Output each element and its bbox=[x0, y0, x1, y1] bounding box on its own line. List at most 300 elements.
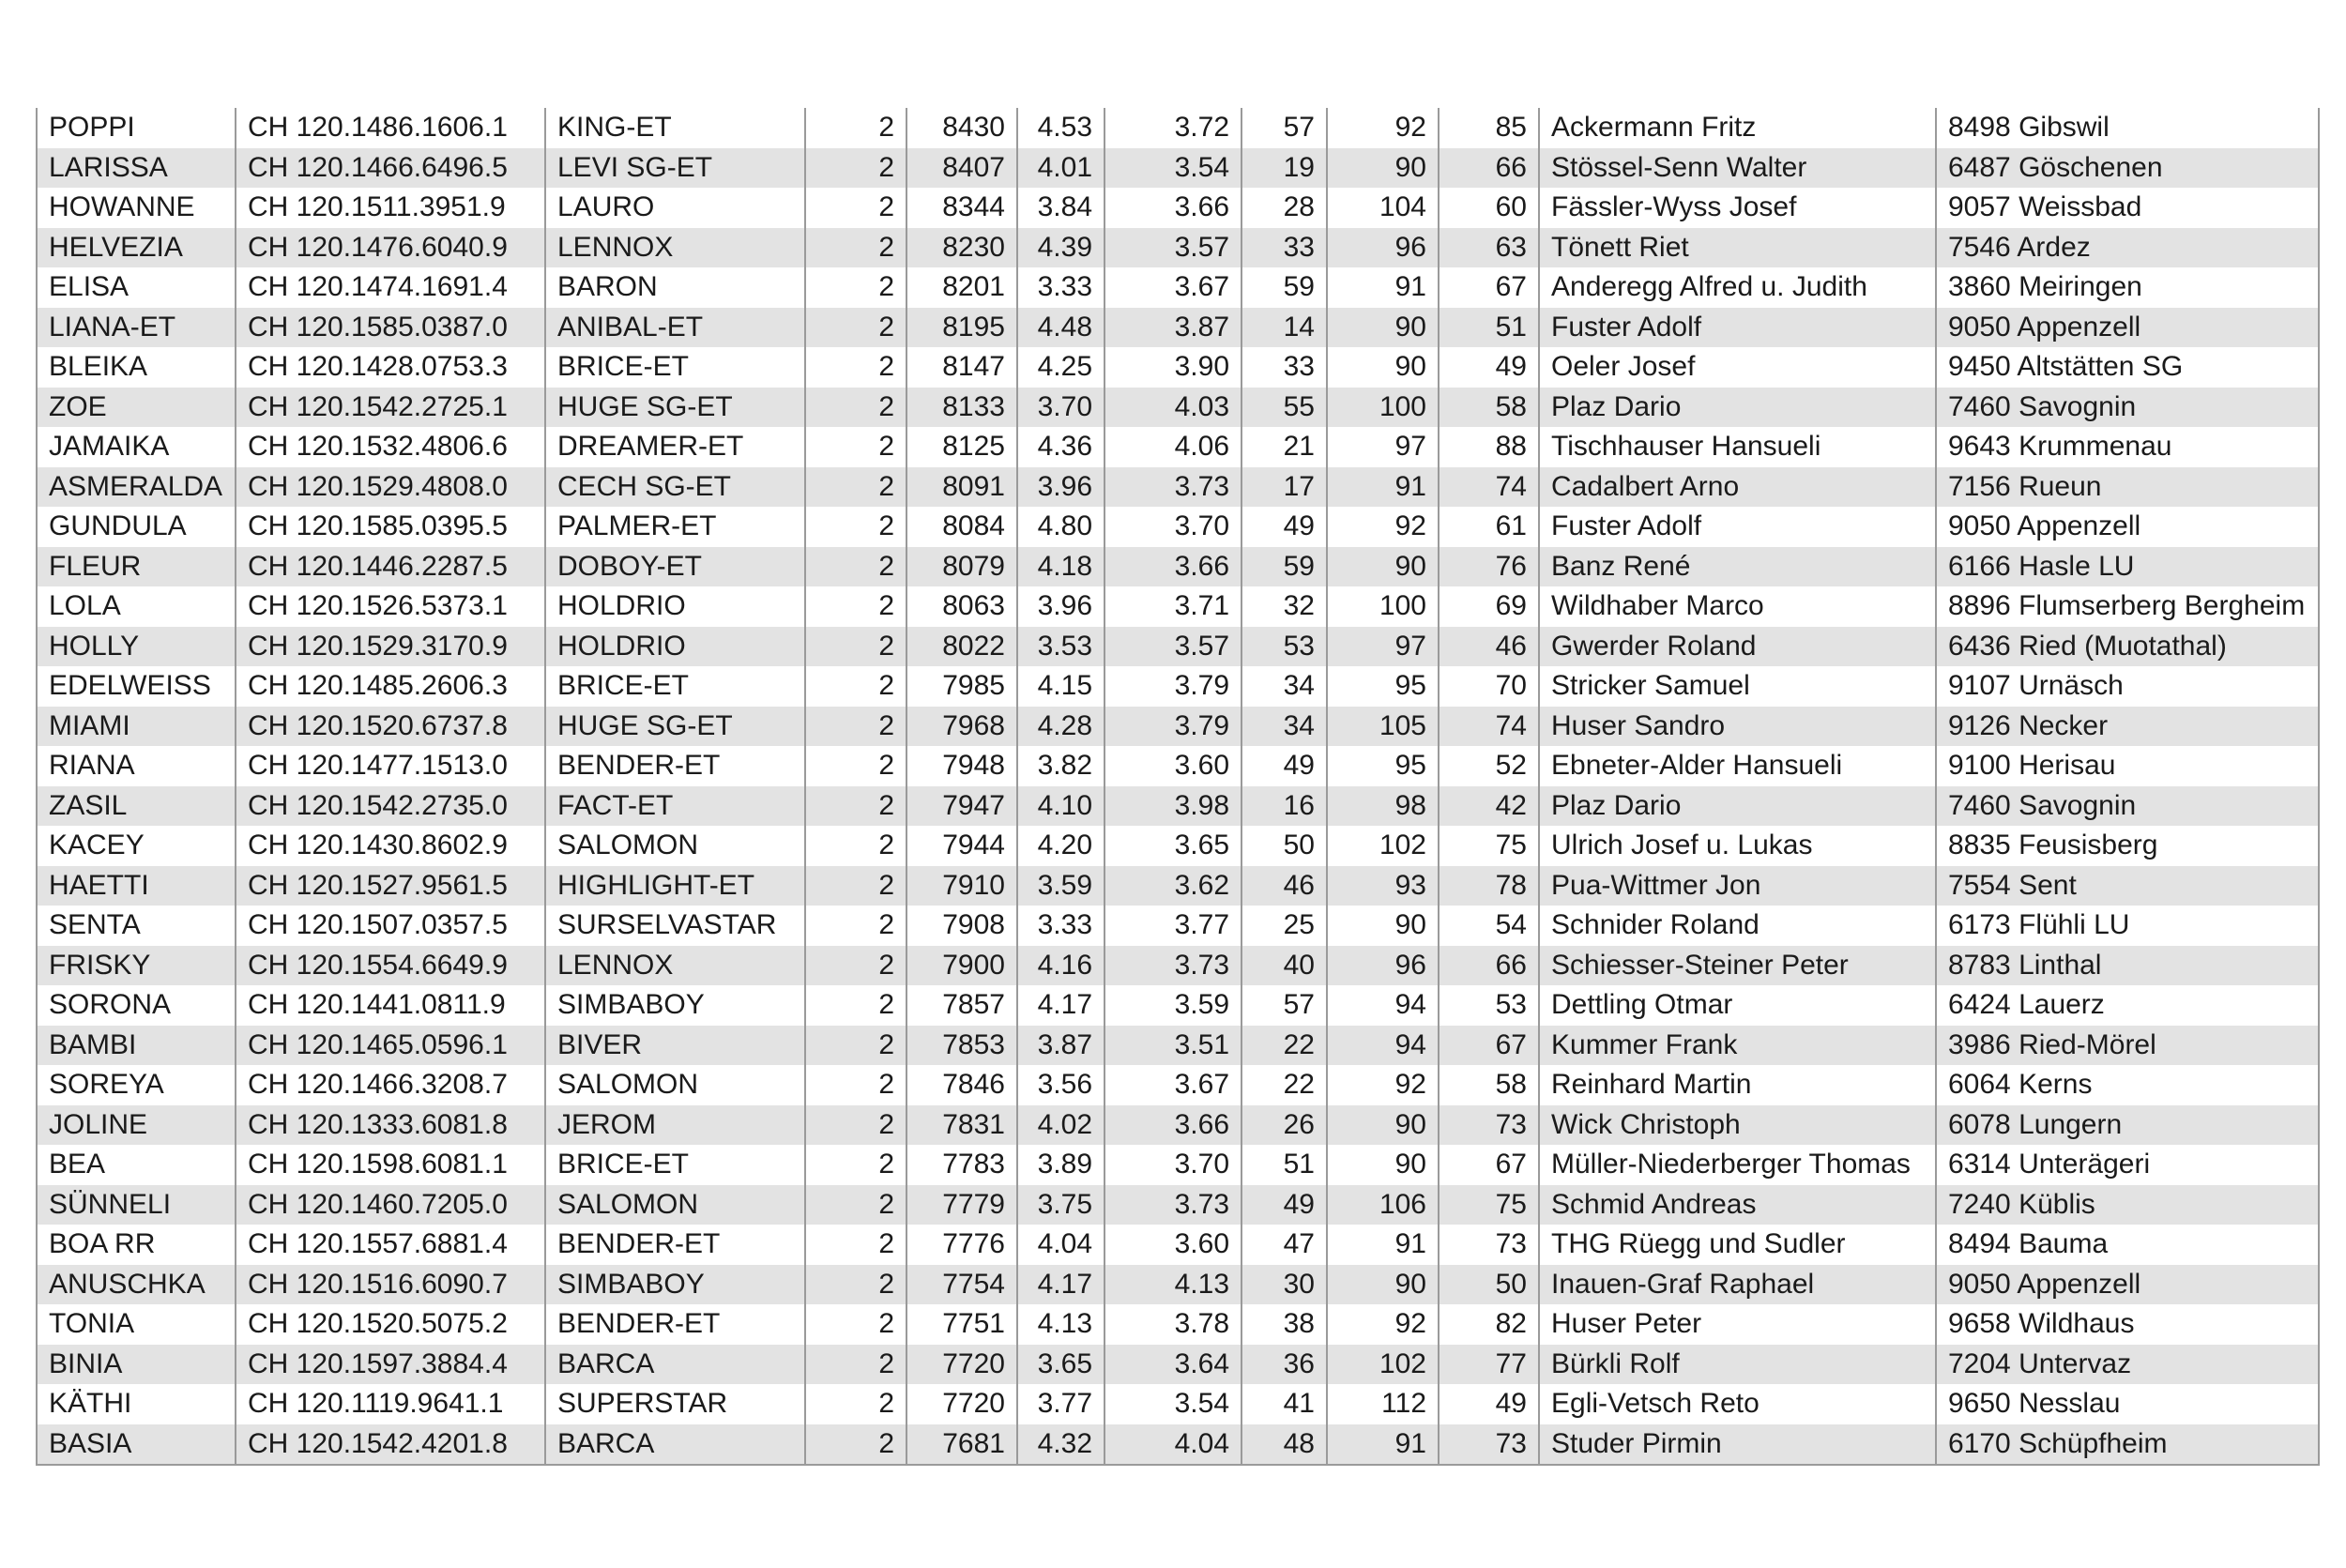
value-d-cell: 38 bbox=[1242, 1304, 1327, 1345]
value-c-cell: 3.90 bbox=[1104, 347, 1242, 388]
value-b-cell: 4.25 bbox=[1017, 347, 1104, 388]
value-a-cell: 8147 bbox=[906, 347, 1017, 388]
value-f-cell: 82 bbox=[1439, 1304, 1539, 1345]
value-e-cell: 91 bbox=[1327, 1225, 1439, 1265]
value-f-cell: 67 bbox=[1439, 267, 1539, 308]
owner-cell: Schmid Andreas bbox=[1539, 1185, 1936, 1225]
table-row bbox=[37, 786, 2319, 827]
value-c-cell: 3.59 bbox=[1104, 985, 1242, 1026]
sire-cell: SALOMON bbox=[545, 1185, 805, 1225]
lactation-cell: 2 bbox=[805, 946, 906, 986]
value-a-cell: 8125 bbox=[906, 427, 1017, 467]
value-a-cell: 7754 bbox=[906, 1265, 1017, 1305]
value-c-cell: 3.77 bbox=[1104, 906, 1242, 946]
value-e-cell: 102 bbox=[1327, 826, 1439, 866]
value-c-cell: 3.66 bbox=[1104, 188, 1242, 228]
sire-cell: BRICE-ET bbox=[545, 347, 805, 388]
identifier-cell: CH 120.1446.2287.5 bbox=[236, 547, 545, 587]
value-c-cell: 3.72 bbox=[1104, 108, 1242, 148]
owner-cell: Banz René bbox=[1539, 547, 1936, 587]
value-d-cell: 22 bbox=[1242, 1026, 1327, 1066]
value-a-cell: 7900 bbox=[906, 946, 1017, 986]
sire-cell: BIVER bbox=[545, 1026, 805, 1066]
value-f-cell: 53 bbox=[1439, 985, 1539, 1026]
identifier-cell: CH 120.1119.9641.1 bbox=[236, 1384, 545, 1424]
value-b-cell: 3.33 bbox=[1017, 906, 1104, 946]
table-row bbox=[37, 467, 2319, 508]
cow-name-cell: SÜNNELI bbox=[37, 1185, 236, 1225]
value-b-cell: 4.04 bbox=[1017, 1225, 1104, 1265]
lactation-cell: 2 bbox=[805, 1026, 906, 1066]
location-cell: 7554 Sent bbox=[1936, 866, 2319, 906]
cow-name-cell: BINIA bbox=[37, 1345, 236, 1385]
value-f-cell: 63 bbox=[1439, 228, 1539, 268]
cow-name-cell: LIANA-ET bbox=[37, 308, 236, 348]
location-cell: 6166 Hasle LU bbox=[1936, 547, 2319, 587]
identifier-cell: CH 120.1557.6881.4 bbox=[236, 1225, 545, 1265]
cow-name-cell: MIAMI bbox=[37, 707, 236, 747]
owner-cell: Reinhard Martin bbox=[1539, 1065, 1936, 1105]
sire-cell: BARCA bbox=[545, 1424, 805, 1466]
table-row bbox=[37, 148, 2319, 189]
identifier-cell: CH 120.1520.6737.8 bbox=[236, 707, 545, 747]
value-a-cell: 8407 bbox=[906, 148, 1017, 189]
value-a-cell: 7908 bbox=[906, 906, 1017, 946]
location-cell: 8896 Flumserberg Bergheim bbox=[1936, 586, 2319, 627]
sire-cell: HUGE SG-ET bbox=[545, 707, 805, 747]
location-cell: 9057 Weissbad bbox=[1936, 188, 2319, 228]
table-row bbox=[37, 188, 2319, 228]
value-e-cell: 92 bbox=[1327, 507, 1439, 547]
value-b-cell: 3.84 bbox=[1017, 188, 1104, 228]
value-f-cell: 75 bbox=[1439, 1185, 1539, 1225]
value-f-cell: 49 bbox=[1439, 1384, 1539, 1424]
value-e-cell: 97 bbox=[1327, 627, 1439, 667]
value-a-cell: 8022 bbox=[906, 627, 1017, 667]
value-f-cell: 88 bbox=[1439, 427, 1539, 467]
identifier-cell: CH 120.1476.6040.9 bbox=[236, 228, 545, 268]
owner-cell: Kummer Frank bbox=[1539, 1026, 1936, 1066]
value-b-cell: 4.20 bbox=[1017, 826, 1104, 866]
value-f-cell: 58 bbox=[1439, 1065, 1539, 1105]
value-d-cell: 57 bbox=[1242, 108, 1327, 148]
identifier-cell: CH 120.1333.6081.8 bbox=[236, 1105, 545, 1146]
value-e-cell: 92 bbox=[1327, 1304, 1439, 1345]
cow-name-cell: ANUSCHKA bbox=[37, 1265, 236, 1305]
lactation-cell: 2 bbox=[805, 1304, 906, 1345]
owner-cell: Plaz Dario bbox=[1539, 388, 1936, 428]
identifier-cell: CH 120.1542.2725.1 bbox=[236, 388, 545, 428]
sire-cell: LEVI SG-ET bbox=[545, 148, 805, 189]
location-cell: 6436 Ried (Muotathal) bbox=[1936, 627, 2319, 667]
lactation-cell: 2 bbox=[805, 826, 906, 866]
lactation-cell: 2 bbox=[805, 228, 906, 268]
identifier-cell: CH 120.1466.3208.7 bbox=[236, 1065, 545, 1105]
value-b-cell: 4.01 bbox=[1017, 148, 1104, 189]
cow-name-cell: JOLINE bbox=[37, 1105, 236, 1146]
sire-cell: BRICE-ET bbox=[545, 666, 805, 707]
table-row bbox=[37, 1384, 2319, 1424]
value-c-cell: 3.60 bbox=[1104, 746, 1242, 786]
value-a-cell: 7944 bbox=[906, 826, 1017, 866]
value-e-cell: 90 bbox=[1327, 148, 1439, 189]
table-row bbox=[37, 707, 2319, 747]
identifier-cell: CH 120.1485.2606.3 bbox=[236, 666, 545, 707]
lactation-cell: 2 bbox=[805, 586, 906, 627]
value-c-cell: 4.06 bbox=[1104, 427, 1242, 467]
identifier-cell: CH 120.1585.0387.0 bbox=[236, 308, 545, 348]
value-a-cell: 8430 bbox=[906, 108, 1017, 148]
identifier-cell: CH 120.1526.5373.1 bbox=[236, 586, 545, 627]
value-c-cell: 4.13 bbox=[1104, 1265, 1242, 1305]
value-c-cell: 3.57 bbox=[1104, 228, 1242, 268]
identifier-cell: CH 120.1430.8602.9 bbox=[236, 826, 545, 866]
value-b-cell: 4.28 bbox=[1017, 707, 1104, 747]
owner-cell: Stricker Samuel bbox=[1539, 666, 1936, 707]
cow-name-cell: TONIA bbox=[37, 1304, 236, 1345]
identifier-cell: CH 120.1585.0395.5 bbox=[236, 507, 545, 547]
value-e-cell: 100 bbox=[1327, 388, 1439, 428]
value-b-cell: 4.02 bbox=[1017, 1105, 1104, 1146]
lactation-cell: 2 bbox=[805, 1185, 906, 1225]
sire-cell: LAURO bbox=[545, 188, 805, 228]
table-row bbox=[37, 1424, 2319, 1466]
identifier-cell: CH 120.1529.4808.0 bbox=[236, 467, 545, 508]
sire-cell: HIGHLIGHT-ET bbox=[545, 866, 805, 906]
value-d-cell: 40 bbox=[1242, 946, 1327, 986]
value-f-cell: 50 bbox=[1439, 1265, 1539, 1305]
value-d-cell: 50 bbox=[1242, 826, 1327, 866]
table-row bbox=[37, 906, 2319, 946]
location-cell: 7460 Savognin bbox=[1936, 786, 2319, 827]
location-cell: 3986 Ried-Mörel bbox=[1936, 1026, 2319, 1066]
value-e-cell: 90 bbox=[1327, 1265, 1439, 1305]
value-e-cell: 95 bbox=[1327, 666, 1439, 707]
cow-name-cell: LOLA bbox=[37, 586, 236, 627]
value-a-cell: 7783 bbox=[906, 1145, 1017, 1185]
value-f-cell: 73 bbox=[1439, 1225, 1539, 1265]
value-a-cell: 7751 bbox=[906, 1304, 1017, 1345]
value-e-cell: 100 bbox=[1327, 586, 1439, 627]
location-cell: 6173 Flühli LU bbox=[1936, 906, 2319, 946]
table-row bbox=[37, 627, 2319, 667]
table-row bbox=[37, 1145, 2319, 1185]
value-b-cell: 3.75 bbox=[1017, 1185, 1104, 1225]
value-d-cell: 33 bbox=[1242, 228, 1327, 268]
value-c-cell: 3.54 bbox=[1104, 148, 1242, 189]
sire-cell: SIMBABOY bbox=[545, 985, 805, 1026]
sire-cell: CECH SG-ET bbox=[545, 467, 805, 508]
value-f-cell: 74 bbox=[1439, 707, 1539, 747]
value-d-cell: 28 bbox=[1242, 188, 1327, 228]
value-e-cell: 98 bbox=[1327, 786, 1439, 827]
lactation-cell: 2 bbox=[805, 1384, 906, 1424]
value-d-cell: 59 bbox=[1242, 267, 1327, 308]
lactation-cell: 2 bbox=[805, 547, 906, 587]
value-b-cell: 3.53 bbox=[1017, 627, 1104, 667]
value-c-cell: 3.65 bbox=[1104, 826, 1242, 866]
lactation-cell: 2 bbox=[805, 467, 906, 508]
cow-name-cell: BOA RR bbox=[37, 1225, 236, 1265]
value-a-cell: 8230 bbox=[906, 228, 1017, 268]
table-row bbox=[37, 666, 2319, 707]
location-cell: 9050 Appenzell bbox=[1936, 308, 2319, 348]
cow-name-cell: HOWANNE bbox=[37, 188, 236, 228]
value-f-cell: 67 bbox=[1439, 1026, 1539, 1066]
value-d-cell: 48 bbox=[1242, 1424, 1327, 1466]
cow-name-cell: JAMAIKA bbox=[37, 427, 236, 467]
value-f-cell: 66 bbox=[1439, 148, 1539, 189]
value-d-cell: 26 bbox=[1242, 1105, 1327, 1146]
owner-cell: Schiesser-Steiner Peter bbox=[1539, 946, 1936, 986]
lactation-cell: 2 bbox=[805, 267, 906, 308]
lactation-cell: 2 bbox=[805, 707, 906, 747]
sire-cell: SUPERSTAR bbox=[545, 1384, 805, 1424]
value-d-cell: 21 bbox=[1242, 427, 1327, 467]
owner-cell: Schnider Roland bbox=[1539, 906, 1936, 946]
value-e-cell: 91 bbox=[1327, 467, 1439, 508]
value-f-cell: 74 bbox=[1439, 467, 1539, 508]
owner-cell: Bürkli Rolf bbox=[1539, 1345, 1936, 1385]
identifier-cell: CH 120.1542.4201.8 bbox=[236, 1424, 545, 1466]
value-c-cell: 3.67 bbox=[1104, 267, 1242, 308]
location-cell: 9658 Wildhaus bbox=[1936, 1304, 2319, 1345]
sire-cell: BENDER-ET bbox=[545, 1304, 805, 1345]
value-c-cell: 3.66 bbox=[1104, 1105, 1242, 1146]
owner-cell: Egli-Vetsch Reto bbox=[1539, 1384, 1936, 1424]
value-b-cell: 3.59 bbox=[1017, 866, 1104, 906]
value-e-cell: 94 bbox=[1327, 985, 1439, 1026]
table-row bbox=[37, 586, 2319, 627]
location-cell: 3860 Meiringen bbox=[1936, 267, 2319, 308]
value-f-cell: 66 bbox=[1439, 946, 1539, 986]
value-a-cell: 8195 bbox=[906, 308, 1017, 348]
identifier-cell: CH 120.1516.6090.7 bbox=[236, 1265, 545, 1305]
cow-name-cell: BASIA bbox=[37, 1424, 236, 1466]
value-c-cell: 4.04 bbox=[1104, 1424, 1242, 1466]
value-f-cell: 75 bbox=[1439, 826, 1539, 866]
location-cell: 7240 Küblis bbox=[1936, 1185, 2319, 1225]
cow-name-cell: HOLLY bbox=[37, 627, 236, 667]
value-e-cell: 92 bbox=[1327, 108, 1439, 148]
cow-name-cell: SENTA bbox=[37, 906, 236, 946]
sire-cell: PALMER-ET bbox=[545, 507, 805, 547]
sire-cell: BENDER-ET bbox=[545, 1225, 805, 1265]
lactation-cell: 2 bbox=[805, 1225, 906, 1265]
value-a-cell: 7947 bbox=[906, 786, 1017, 827]
table-row bbox=[37, 746, 2319, 786]
value-a-cell: 8084 bbox=[906, 507, 1017, 547]
cow-name-cell: BEA bbox=[37, 1145, 236, 1185]
location-cell: 9050 Appenzell bbox=[1936, 1265, 2319, 1305]
value-f-cell: 69 bbox=[1439, 586, 1539, 627]
identifier-cell: CH 120.1532.4806.6 bbox=[236, 427, 545, 467]
owner-cell: Anderegg Alfred u. Judith bbox=[1539, 267, 1936, 308]
value-f-cell: 70 bbox=[1439, 666, 1539, 707]
value-c-cell: 3.62 bbox=[1104, 866, 1242, 906]
location-cell: 8835 Feusisberg bbox=[1936, 826, 2319, 866]
lactation-cell: 2 bbox=[805, 1105, 906, 1146]
owner-cell: THG Rüegg und Sudler bbox=[1539, 1225, 1936, 1265]
identifier-cell: CH 120.1465.0596.1 bbox=[236, 1026, 545, 1066]
value-b-cell: 4.53 bbox=[1017, 108, 1104, 148]
table-row bbox=[37, 1265, 2319, 1305]
lactation-cell: 2 bbox=[805, 786, 906, 827]
value-c-cell: 3.98 bbox=[1104, 786, 1242, 827]
lactation-cell: 2 bbox=[805, 388, 906, 428]
value-c-cell: 3.78 bbox=[1104, 1304, 1242, 1345]
owner-cell: Huser Peter bbox=[1539, 1304, 1936, 1345]
value-f-cell: 49 bbox=[1439, 347, 1539, 388]
value-b-cell: 4.17 bbox=[1017, 985, 1104, 1026]
sire-cell: HOLDRIO bbox=[545, 586, 805, 627]
identifier-cell: CH 120.1520.5075.2 bbox=[236, 1304, 545, 1345]
value-c-cell: 3.64 bbox=[1104, 1345, 1242, 1385]
value-c-cell: 3.60 bbox=[1104, 1225, 1242, 1265]
identifier-cell: CH 120.1428.0753.3 bbox=[236, 347, 545, 388]
identifier-cell: CH 120.1466.6496.5 bbox=[236, 148, 545, 189]
value-e-cell: 104 bbox=[1327, 188, 1439, 228]
value-f-cell: 58 bbox=[1439, 388, 1539, 428]
location-cell: 9126 Necker bbox=[1936, 707, 2319, 747]
sire-cell: DOBOY-ET bbox=[545, 547, 805, 587]
table-row bbox=[37, 1026, 2319, 1066]
table-row bbox=[37, 1185, 2319, 1225]
value-e-cell: 97 bbox=[1327, 427, 1439, 467]
owner-cell: Oeler Josef bbox=[1539, 347, 1936, 388]
value-c-cell: 3.73 bbox=[1104, 467, 1242, 508]
value-b-cell: 4.80 bbox=[1017, 507, 1104, 547]
location-cell: 7156 Rueun bbox=[1936, 467, 2319, 508]
cow-name-cell: EDELWEISS bbox=[37, 666, 236, 707]
value-e-cell: 90 bbox=[1327, 308, 1439, 348]
value-c-cell: 3.79 bbox=[1104, 707, 1242, 747]
value-d-cell: 19 bbox=[1242, 148, 1327, 189]
value-e-cell: 90 bbox=[1327, 906, 1439, 946]
location-cell: 9643 Krummenau bbox=[1936, 427, 2319, 467]
value-a-cell: 7779 bbox=[906, 1185, 1017, 1225]
cow-name-cell: HAETTI bbox=[37, 866, 236, 906]
location-cell: 7460 Savognin bbox=[1936, 388, 2319, 428]
sire-cell: SALOMON bbox=[545, 1065, 805, 1105]
identifier-cell: CH 120.1598.6081.1 bbox=[236, 1145, 545, 1185]
sire-cell: BARCA bbox=[545, 1345, 805, 1385]
value-c-cell: 4.03 bbox=[1104, 388, 1242, 428]
value-f-cell: 60 bbox=[1439, 188, 1539, 228]
owner-cell: Wick Christoph bbox=[1539, 1105, 1936, 1146]
value-c-cell: 3.67 bbox=[1104, 1065, 1242, 1105]
table-row bbox=[37, 1105, 2319, 1146]
lactation-cell: 2 bbox=[805, 906, 906, 946]
value-e-cell: 93 bbox=[1327, 866, 1439, 906]
table-row bbox=[37, 308, 2319, 348]
sire-cell: KING-ET bbox=[545, 108, 805, 148]
value-c-cell: 3.54 bbox=[1104, 1384, 1242, 1424]
value-b-cell: 4.13 bbox=[1017, 1304, 1104, 1345]
value-b-cell: 3.70 bbox=[1017, 388, 1104, 428]
value-e-cell: 90 bbox=[1327, 547, 1439, 587]
lactation-cell: 2 bbox=[805, 1345, 906, 1385]
location-cell: 6487 Göschenen bbox=[1936, 148, 2319, 189]
value-d-cell: 34 bbox=[1242, 707, 1327, 747]
value-f-cell: 85 bbox=[1439, 108, 1539, 148]
owner-cell: Fässler-Wyss Josef bbox=[1539, 188, 1936, 228]
value-c-cell: 3.70 bbox=[1104, 1145, 1242, 1185]
owner-cell: Fuster Adolf bbox=[1539, 308, 1936, 348]
location-cell: 9100 Herisau bbox=[1936, 746, 2319, 786]
cow-ranking-table bbox=[36, 108, 2320, 1466]
identifier-cell: CH 120.1460.7205.0 bbox=[236, 1185, 545, 1225]
sire-cell: LENNOX bbox=[545, 228, 805, 268]
value-f-cell: 61 bbox=[1439, 507, 1539, 547]
table-row bbox=[37, 108, 2319, 148]
table-row bbox=[37, 507, 2319, 547]
cow-name-cell: FRISKY bbox=[37, 946, 236, 986]
value-e-cell: 102 bbox=[1327, 1345, 1439, 1385]
value-d-cell: 17 bbox=[1242, 467, 1327, 508]
location-cell: 7546 Ardez bbox=[1936, 228, 2319, 268]
sire-cell: SURSELVASTAR bbox=[545, 906, 805, 946]
value-d-cell: 30 bbox=[1242, 1265, 1327, 1305]
value-b-cell: 4.39 bbox=[1017, 228, 1104, 268]
value-f-cell: 73 bbox=[1439, 1424, 1539, 1466]
value-d-cell: 16 bbox=[1242, 786, 1327, 827]
owner-cell: Dettling Otmar bbox=[1539, 985, 1936, 1026]
table-row bbox=[37, 347, 2319, 388]
value-b-cell: 3.77 bbox=[1017, 1384, 1104, 1424]
value-b-cell: 4.36 bbox=[1017, 427, 1104, 467]
value-d-cell: 55 bbox=[1242, 388, 1327, 428]
cow-name-cell: BLEIKA bbox=[37, 347, 236, 388]
value-b-cell: 3.96 bbox=[1017, 586, 1104, 627]
value-a-cell: 8133 bbox=[906, 388, 1017, 428]
value-a-cell: 7720 bbox=[906, 1345, 1017, 1385]
value-d-cell: 34 bbox=[1242, 666, 1327, 707]
value-e-cell: 90 bbox=[1327, 1145, 1439, 1185]
owner-cell: Huser Sandro bbox=[1539, 707, 1936, 747]
owner-cell: Tönett Riet bbox=[1539, 228, 1936, 268]
owner-cell: Stössel-Senn Walter bbox=[1539, 148, 1936, 189]
owner-cell: Gwerder Roland bbox=[1539, 627, 1936, 667]
sire-cell: HOLDRIO bbox=[545, 627, 805, 667]
lactation-cell: 2 bbox=[805, 666, 906, 707]
owner-cell: Inauen-Graf Raphael bbox=[1539, 1265, 1936, 1305]
value-b-cell: 3.96 bbox=[1017, 467, 1104, 508]
owner-cell: Pua-Wittmer Jon bbox=[1539, 866, 1936, 906]
value-e-cell: 90 bbox=[1327, 347, 1439, 388]
value-a-cell: 8344 bbox=[906, 188, 1017, 228]
value-d-cell: 49 bbox=[1242, 1185, 1327, 1225]
value-a-cell: 8091 bbox=[906, 467, 1017, 508]
value-b-cell: 4.32 bbox=[1017, 1424, 1104, 1466]
value-c-cell: 3.87 bbox=[1104, 308, 1242, 348]
cow-name-cell: KÄTHI bbox=[37, 1384, 236, 1424]
lactation-cell: 2 bbox=[805, 108, 906, 148]
value-c-cell: 3.79 bbox=[1104, 666, 1242, 707]
table-row bbox=[37, 388, 2319, 428]
value-e-cell: 95 bbox=[1327, 746, 1439, 786]
cow-name-cell: SOREYA bbox=[37, 1065, 236, 1105]
identifier-cell: CH 120.1554.6649.9 bbox=[236, 946, 545, 986]
value-e-cell: 96 bbox=[1327, 228, 1439, 268]
value-c-cell: 3.71 bbox=[1104, 586, 1242, 627]
cow-name-cell: LARISSA bbox=[37, 148, 236, 189]
table-body bbox=[37, 108, 2319, 1465]
value-e-cell: 91 bbox=[1327, 1424, 1439, 1466]
value-d-cell: 51 bbox=[1242, 1145, 1327, 1185]
location-cell: 6064 Kerns bbox=[1936, 1065, 2319, 1105]
lactation-cell: 2 bbox=[805, 308, 906, 348]
